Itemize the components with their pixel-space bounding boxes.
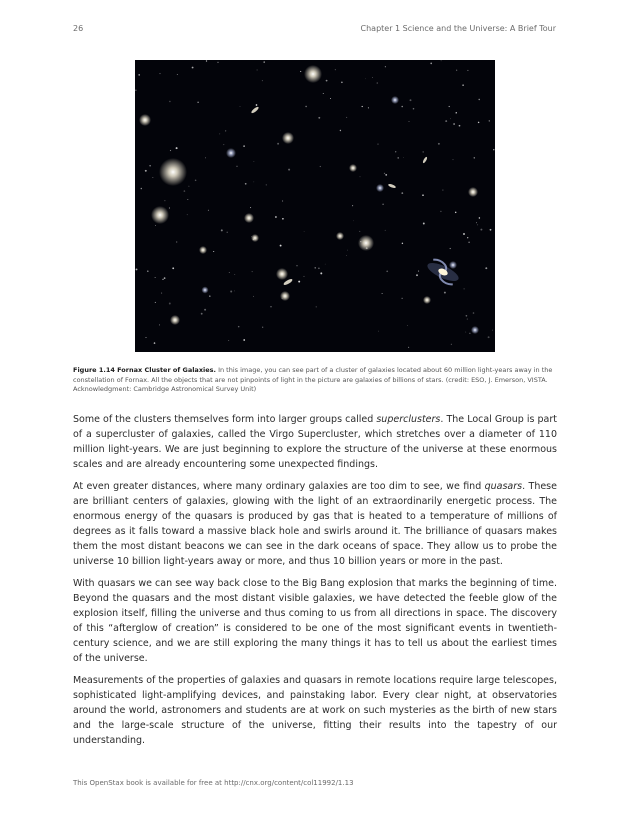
paragraph-text: . These are brilliant centers of galaxies, glowing with the light of an extraordinarily energetic process. The enormous energy of the quasars is produced by gas that is heated to a temperature of millions of degrees as it falls toward a massive black hole and swirls around it. The brilliance of quasars makes them the most distant beacons we can see in the dark oceans of space. They allow us to probe the universe 10 billion light-years away or more, and thus 10 billion years or more in the past. [73,481,557,567]
paragraph-big-bang: With quasars we can see way back close to the Big Bang explosion that marks the beginning of time. Beyond the quasars and the most distant visible galaxies, we have detected the feeble glow of the explosion itself, filling the universe and thus coming to us from all directions in space. The discovery of this “afterglow of creation” is considered to be one of the most significant events in twentieth-century science, and we are still exploring the many things it has to tell us about the earliest times of the universe. [73,578,557,664]
fornax-cluster-photo [135,60,495,352]
footer-note: This OpenStax book is available for free at http://cnx.org/content/col11992/1.13 [73,779,354,787]
paragraph-superclusters [73,412,557,472]
paragraph-text: . The Local Group is part of a supercluster of galaxies, called the Virgo Supercluster, which stretches over a diameter of 110 million light-years. We are just beginning to explore the structure of the universe at these enormous scales and are already encountering some unexpected findings. [73,414,558,470]
paragraph-text: At even greater distances, where many ordinary galaxies are too dim to see, we find [73,481,485,492]
term-quasars: quasars [484,481,523,492]
page-number: 26 [73,24,84,33]
running-head: Chapter 1 Science and the Universe: A Brief Tour [360,24,556,33]
paragraph-text: Some of the clusters themselves form into larger groups called [73,414,377,425]
figure-caption [73,366,557,395]
figure-caption-text: In this image, you can see part of a cluster of galaxies located about 60 million light-years away in the constellation of Fornax. All the objects that are not pinpoints of light in the picture are galaxies of billions of stars. (credit: ESO, J. Emerson, VISTA. Acknowledgment: Cambridge Astronomical Survey Unit) [73,366,553,393]
term-superclusters: superclusters [376,414,441,425]
paragraph-measurements: Measurements of the properties of galaxies and quasars in remote locations require large telescopes, sophisticated light-amplifying devices, and painstaking labor. Every clear night, at observatories around the world, astronomers and students are at work on such mysteries as the birth of new stars and the large-scale structure of the universe, fitting their results into the tapestry of our understanding. [73,675,557,746]
figure-label: Figure 1.14 Fornax Cluster of Galaxies. [73,366,216,374]
paragraph-quasars [73,479,557,569]
main-body [73,412,557,755]
